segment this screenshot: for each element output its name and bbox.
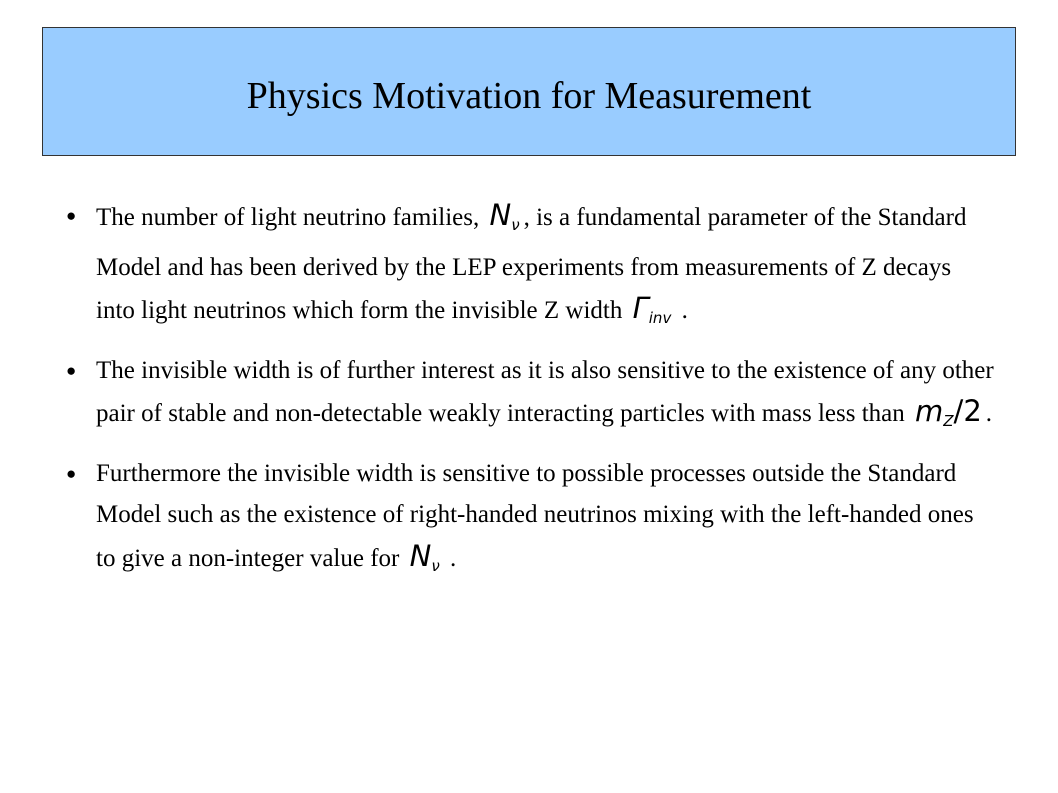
math-n-nu: $N_\nu$: [409, 538, 440, 575]
bullet-item: [66, 453, 996, 588]
bullet-text: The invisible width is of further interest as it is also sensitive to the existence of any other pair of stable and non-detectable weakly interacting particles with mass less than: [96, 356, 994, 427]
bullet-marker: ●: [66, 206, 77, 225]
bullet-text: , is a fundamental parameter of the Standard Model and has been derived by the LEP experiments from measurements of Z decays into light neutrinos which form the invisible Z width: [96, 204, 967, 324]
bullet-text: .: [675, 297, 688, 324]
bullet-item: [66, 195, 996, 340]
bullet-marker: ●: [66, 360, 77, 380]
math-mz-half: $m_Z/2$: [915, 394, 982, 430]
bullet-marker: ●: [66, 463, 77, 483]
math-n-nu: $N_\nu$: [489, 198, 520, 234]
math-gamma-inv: $\Gamma_{inv}$: [632, 291, 672, 327]
bullet-text: .: [443, 544, 457, 572]
bullet-text: The number of light neutrino families,: [96, 204, 486, 231]
bullet-text: .: [985, 400, 993, 427]
bullet-item: [66, 350, 996, 443]
title-box: [42, 27, 1016, 156]
bullet-list: [66, 195, 996, 587]
bullet-text: Furthermore the invisible width is sensitive to possible processes outside the Standard Model such as the existence of right-handed neutrinos mixing with the left-handed ones to give a non-integer value for: [96, 459, 974, 572]
slide-title: Physics Motivation for Measurement: [246, 74, 812, 117]
